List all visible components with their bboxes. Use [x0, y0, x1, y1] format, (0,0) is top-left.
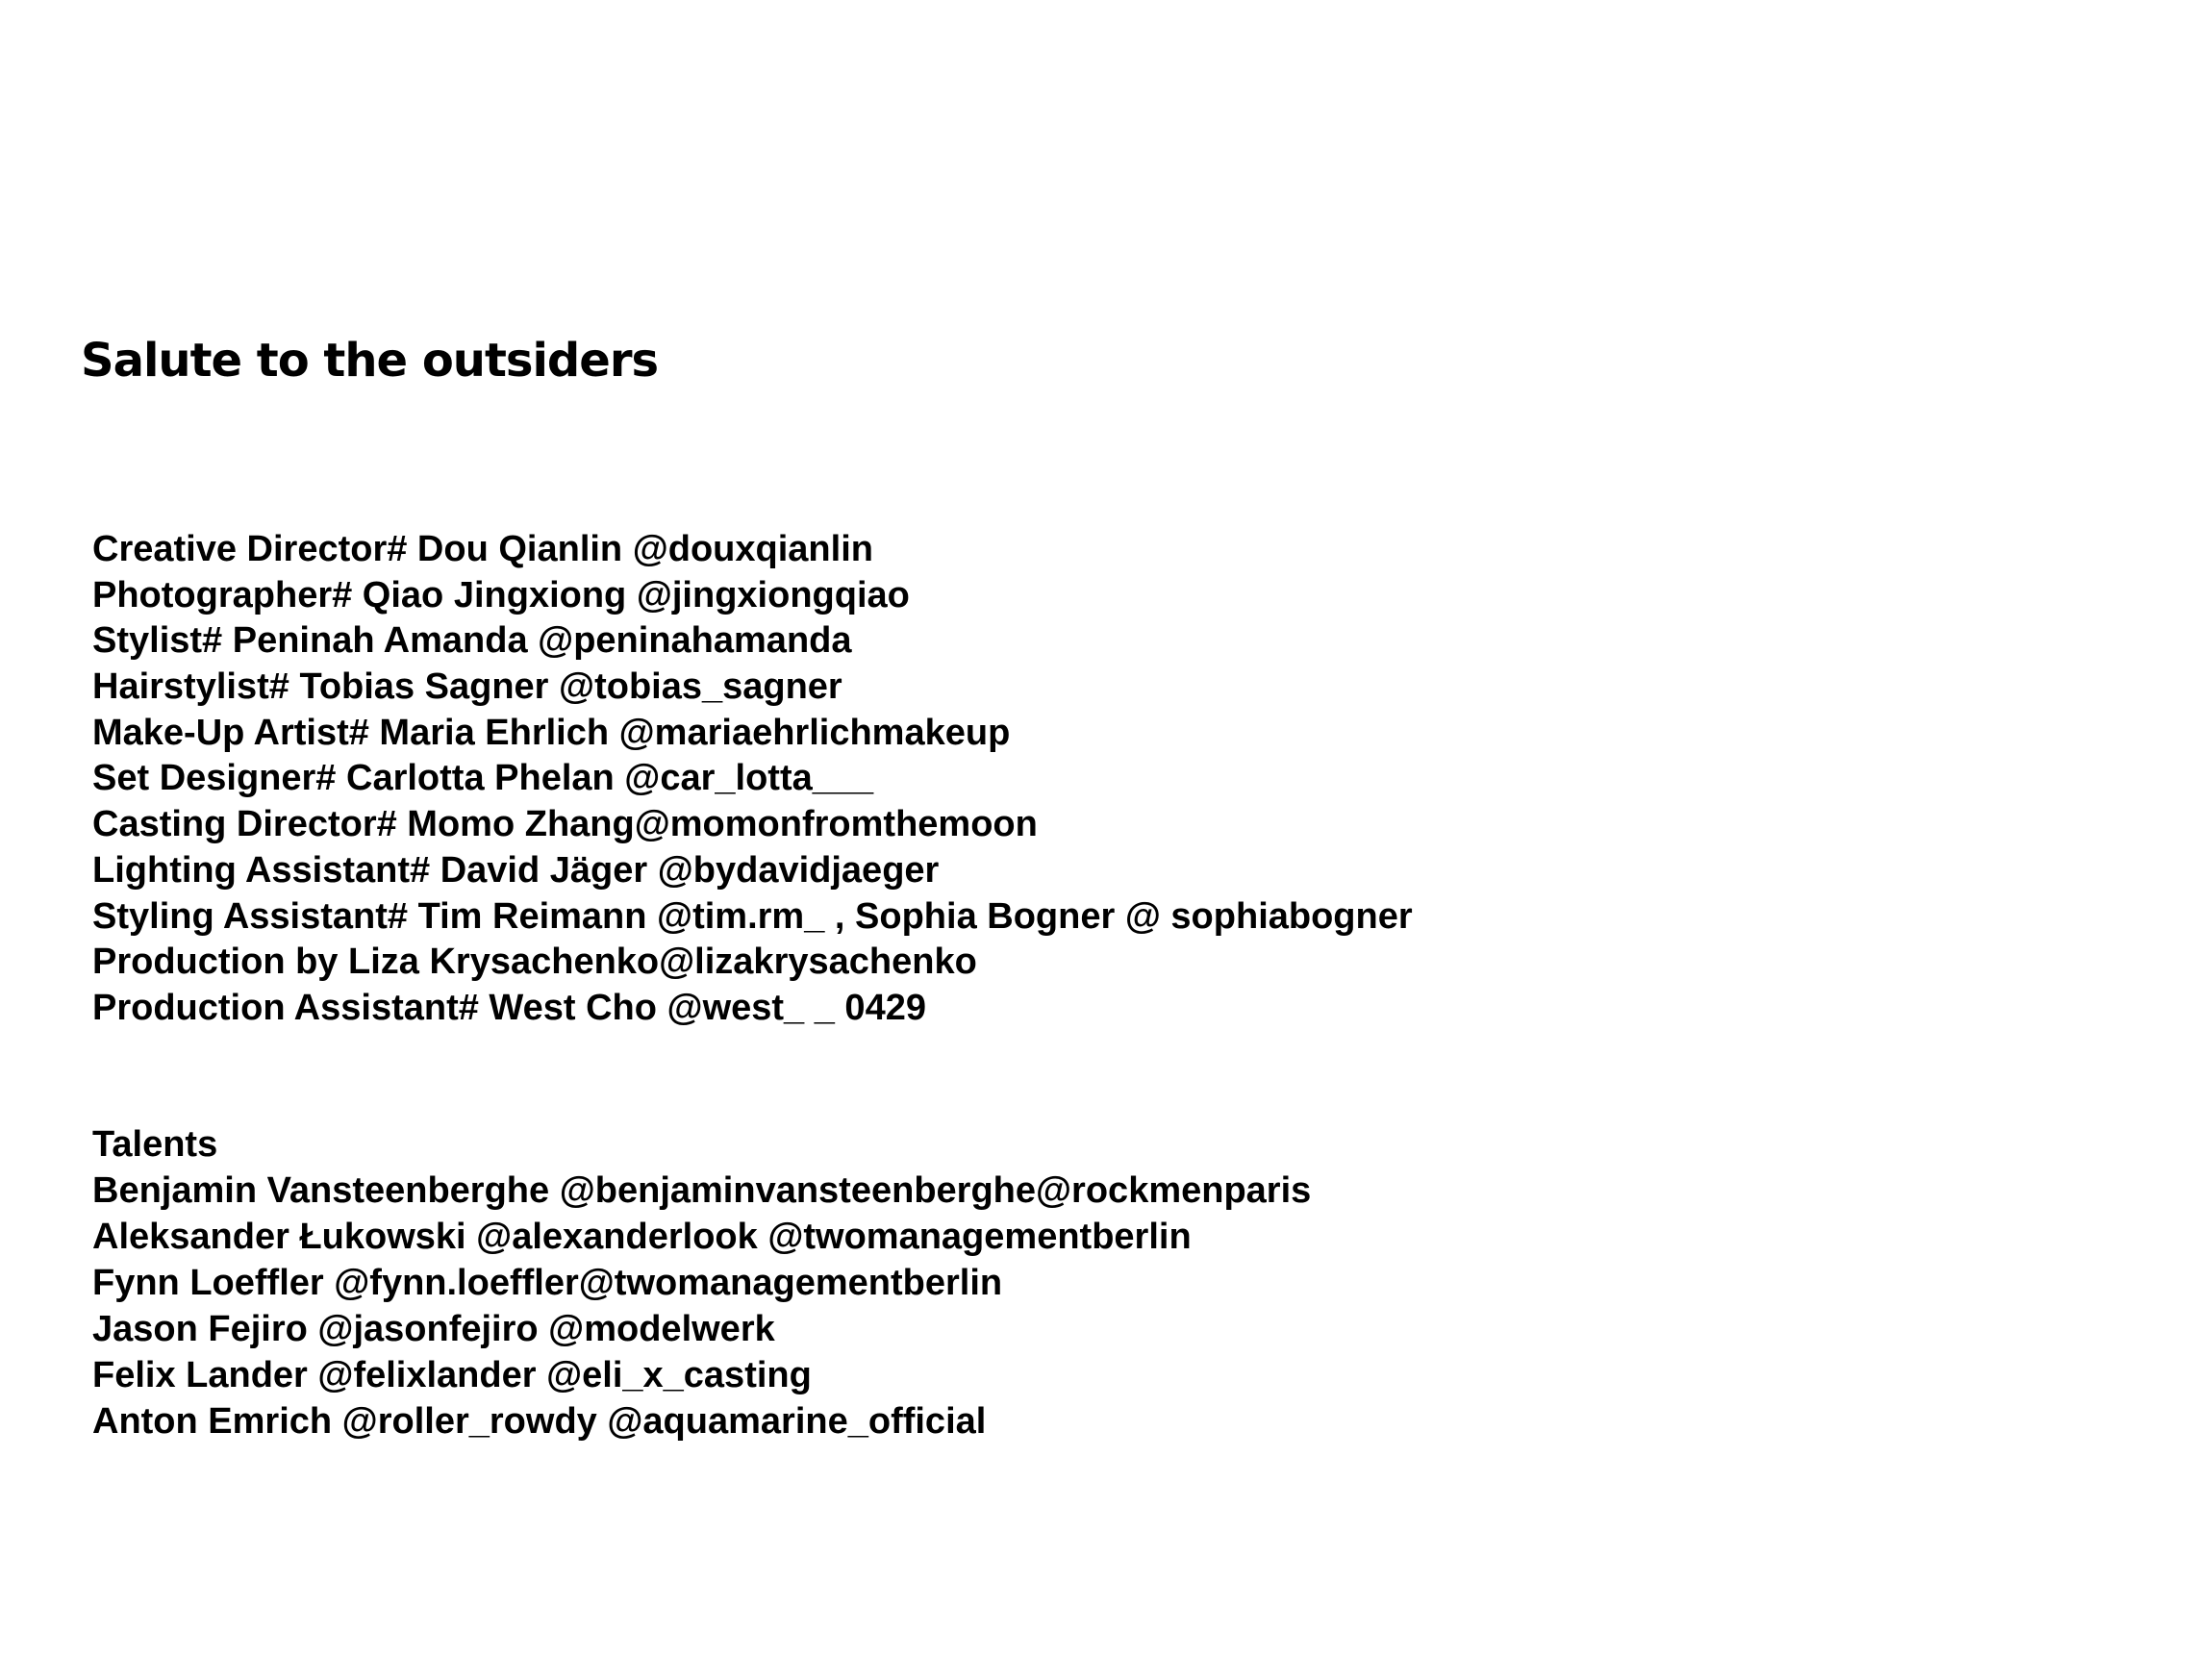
credit-set-designer: Set Designer# Carlotta Phelan @car_lotta___: [92, 758, 874, 799]
credit-casting-director: Casting Director# Momo Zhang@momonfromthemoon: [92, 804, 1038, 845]
credit-make-up-artist: Make-Up Artist# Maria Ehrlich @mariaehrlichmakeup: [92, 712, 1011, 753]
talent-item: Jason Fejiro @jasonfejiro @modelwerk: [92, 1309, 775, 1349]
credit-hairstylist: Hairstylist# Tobias Sagner @tobias_sagner: [92, 666, 842, 708]
talents-heading: Talents: [92, 1124, 218, 1165]
credit-lighting-assistant: Lighting Assistant# David Jäger @bydavidjaeger: [92, 849, 940, 891]
credit-production-assistant: Production Assistant# West Cho @west_ _ 0429: [92, 987, 926, 1028]
talent-item: Anton Emrich @roller_rowdy @aquamarine_official: [92, 1401, 987, 1442]
credit-production: Production by Liza Krysachenko@lizakrysachenko: [92, 942, 977, 983]
credit-creative-director: Creative Director# Dou Qianlin @douxqianlin: [92, 529, 873, 569]
credit-styling-assistant: Styling Assistant# Tim Reimann @tim.rm_ , Sophia Bogner @ sophiabogner: [92, 895, 1413, 937]
talents-section: [92, 1121, 1311, 1444]
talent-item: Felix Lander @felixlander @eli_x_casting: [92, 1355, 812, 1395]
talents-list: [92, 1168, 1311, 1444]
talent-item: Fynn Loeffler @fynn.loeffler@twomanagementberlin: [92, 1263, 1003, 1303]
credit-photographer: Photographer# Qiao Jingxiong @jingxiongqiao: [92, 574, 910, 615]
page-title: Salute to the outsiders: [81, 334, 659, 388]
talent-item: Benjamin Vansteenberghe @benjaminvansteenberghe@rockmenparis: [92, 1170, 1312, 1211]
talent-item: Aleksander Łukowski @alexanderlook @twomanagementberlin: [92, 1217, 1192, 1257]
credits-list: [92, 527, 1413, 1032]
credit-stylist: Stylist# Peninah Amanda @peninahamanda: [92, 620, 852, 662]
